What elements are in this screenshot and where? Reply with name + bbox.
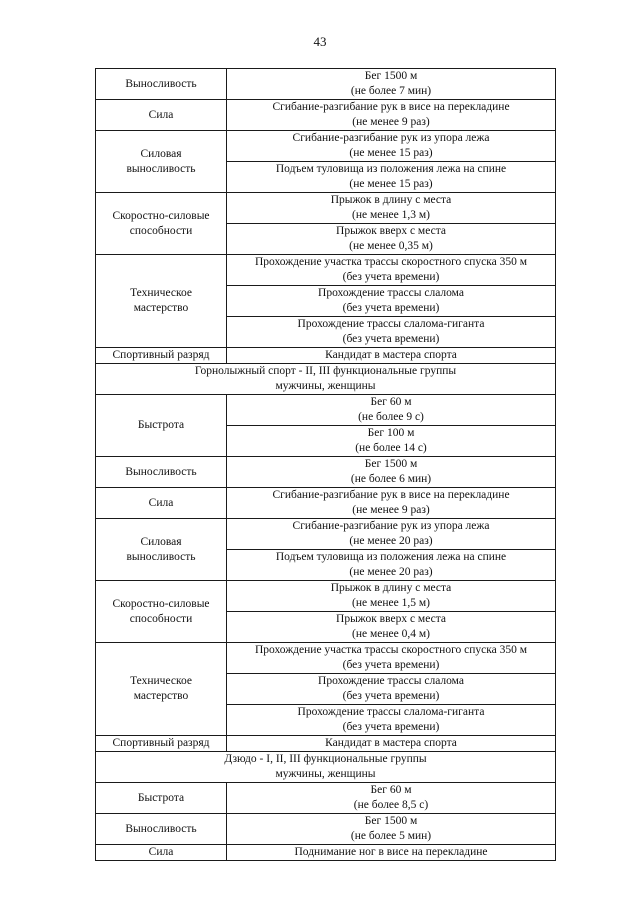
test-cell [227, 488, 556, 519]
test-cell [227, 286, 556, 317]
test-name: Прыжок в длину с места [330, 582, 452, 594]
test-cell [227, 581, 556, 612]
quality-label: Выносливость [125, 465, 197, 478]
test-norm: (не более 6 мин) [350, 473, 432, 485]
test-name: Бег 1500 м [364, 458, 418, 470]
test-cell [227, 317, 556, 348]
quality-label: способности [129, 612, 193, 625]
table-row [96, 395, 556, 426]
test-norm: (не более 7 мин) [350, 85, 432, 97]
test-name: Сгибание-разгибание рук из упора лежа [292, 520, 490, 532]
table-row [96, 581, 556, 612]
test-name: Прохождение трассы слалома [318, 287, 464, 299]
quality-label: Силовая [140, 535, 182, 548]
test-cell [227, 131, 556, 162]
section-header-line: мужчины, женщины [275, 380, 376, 392]
quality-label: Выносливость [125, 77, 197, 90]
table-row [96, 193, 556, 224]
quality-label: Выносливость [125, 822, 197, 835]
table-row [96, 814, 556, 845]
quality-cell [96, 488, 227, 519]
test-name: Прохождение участка трассы скоростного спуска 350 м [254, 256, 528, 268]
quality-label: Скоростно-силовые [112, 597, 210, 610]
test-cell [227, 255, 556, 286]
test-norm: (не более 8,5 с) [353, 799, 429, 811]
test-name: Прыжок вверх с места [336, 225, 446, 237]
test-cell [227, 426, 556, 457]
test-norm: (не менее 20 раз) [349, 566, 433, 578]
test-cell [227, 674, 556, 705]
test-cell [227, 348, 556, 364]
quality-cell [96, 131, 227, 193]
quality-label: Быстрота [137, 791, 185, 804]
quality-label: Сила [148, 846, 174, 858]
quality-label: Быстрота [137, 419, 185, 431]
section-header-line: мужчины, женщины [275, 768, 376, 780]
test-name: Прыжок в длину с места [330, 194, 452, 206]
quality-label: Сила [148, 496, 174, 509]
section-header-row [96, 364, 556, 395]
test-cell [227, 612, 556, 643]
test-norm: (не менее 1,5 м) [352, 597, 430, 609]
quality-cell [96, 845, 227, 861]
test-cell [227, 736, 556, 752]
table-row [96, 519, 556, 550]
test-norm: (не менее 1,3 м) [352, 209, 430, 221]
table-row [96, 255, 556, 286]
quality-cell [96, 193, 227, 255]
test-name: Бег 100 м [367, 427, 415, 439]
section-header-cell [96, 752, 556, 783]
test-name: Кандидат в мастера спорта [325, 737, 457, 749]
quality-label: Техническое [130, 675, 192, 687]
page-number: 43 [313, 34, 327, 49]
test-cell [227, 100, 556, 131]
table-row [96, 845, 556, 861]
test-cell [227, 457, 556, 488]
quality-label: Спортивный разряд [112, 737, 210, 749]
quality-label: мастерство [133, 690, 189, 702]
quality-cell [96, 457, 227, 488]
test-name: Бег 1500 м [364, 70, 418, 82]
test-cell [227, 550, 556, 581]
quality-label: Техническое [130, 287, 192, 299]
quality-cell [96, 643, 227, 736]
test-cell [227, 395, 556, 426]
quality-label: выносливость [126, 550, 196, 563]
quality-cell [96, 255, 227, 348]
quality-label: Спортивный разряд [112, 349, 210, 361]
test-cell [227, 193, 556, 224]
test-norm: (без учета времени) [342, 721, 440, 733]
table-row [96, 643, 556, 674]
quality-label: Сила [148, 108, 174, 121]
test-name: Прохождение трассы слалома-гиганта [297, 318, 485, 330]
test-norm: (не более 5 мин) [350, 830, 432, 842]
test-norm: (не менее 9 раз) [352, 116, 430, 128]
quality-cell [96, 519, 227, 581]
table-row [96, 131, 556, 162]
quality-label: способности [129, 224, 193, 237]
table-row [96, 488, 556, 519]
test-norm: (не менее 20 раз) [349, 535, 433, 547]
test-name: Сгибание-разгибание рук из упора лежа [292, 132, 490, 144]
test-cell [227, 705, 556, 736]
test-norm: (не более 14 с) [355, 442, 427, 454]
quality-label: Скоростно-силовые [112, 209, 210, 222]
quality-cell [96, 783, 227, 814]
test-norm: (не менее 15 раз) [349, 178, 433, 190]
section-header-line: Горнолыжный спорт - II, III функциональные группы [194, 365, 457, 377]
test-norm: (не более 9 с) [358, 411, 424, 423]
quality-cell [96, 395, 227, 457]
test-name: Прыжок вверх с места [336, 613, 446, 625]
test-norm: (без учета времени) [342, 271, 440, 283]
test-norm: (не менее 15 раз) [349, 147, 433, 159]
test-cell [227, 162, 556, 193]
quality-cell [96, 69, 227, 100]
quality-cell [96, 100, 227, 131]
test-cell [227, 643, 556, 674]
test-name: Подъем туловища из положения лежа на спине [275, 551, 507, 563]
test-cell [227, 845, 556, 861]
standards-table-body [96, 69, 556, 861]
test-name: Бег 60 м [370, 396, 412, 408]
table-row [96, 736, 556, 752]
test-norm: (не менее 0,4 м) [352, 628, 430, 640]
test-cell [227, 519, 556, 550]
quality-label: мастерство [133, 302, 189, 314]
section-header-row [96, 752, 556, 783]
table-row [96, 783, 556, 814]
test-name: Прохождение трассы слалома-гиганта [297, 706, 485, 718]
test-name: Поднимание ног в висе на перекладине [294, 846, 488, 858]
test-name: Подъем туловища из положения лежа на спине [275, 163, 507, 175]
test-cell [227, 69, 556, 100]
quality-cell [96, 736, 227, 752]
table-row [96, 100, 556, 131]
test-cell [227, 814, 556, 845]
test-norm: (без учета времени) [342, 659, 440, 671]
table-row [96, 457, 556, 488]
quality-label: Силовая [140, 147, 182, 160]
test-name: Бег 60 м [370, 784, 412, 796]
quality-label: выносливость [126, 162, 196, 175]
section-header-cell [96, 364, 556, 395]
quality-cell [96, 581, 227, 643]
test-name: Бег 1500 м [364, 815, 418, 827]
test-name: Прохождение трассы слалома [318, 675, 464, 687]
table-row [96, 348, 556, 364]
test-name: Сгибание-разгибание рук в висе на перекладине [272, 101, 510, 113]
test-norm: (без учета времени) [342, 302, 440, 314]
test-cell [227, 224, 556, 255]
quality-cell [96, 814, 227, 845]
test-norm: (без учета времени) [342, 690, 440, 702]
standards-table [95, 68, 556, 861]
quality-cell [96, 348, 227, 364]
table-row [96, 69, 556, 100]
test-cell [227, 783, 556, 814]
test-norm: (не менее 9 раз) [352, 504, 430, 516]
test-name: Кандидат в мастера спорта [325, 349, 457, 361]
test-name: Сгибание-разгибание рук в висе на перекладине [272, 489, 510, 501]
test-name: Прохождение участка трассы скоростного спуска 350 м [254, 644, 528, 656]
section-header-line: Дзюдо - I, II, III функциональные группы [224, 753, 427, 765]
test-norm: (не менее 0,35 м) [349, 240, 433, 252]
test-norm: (без учета времени) [342, 333, 440, 345]
